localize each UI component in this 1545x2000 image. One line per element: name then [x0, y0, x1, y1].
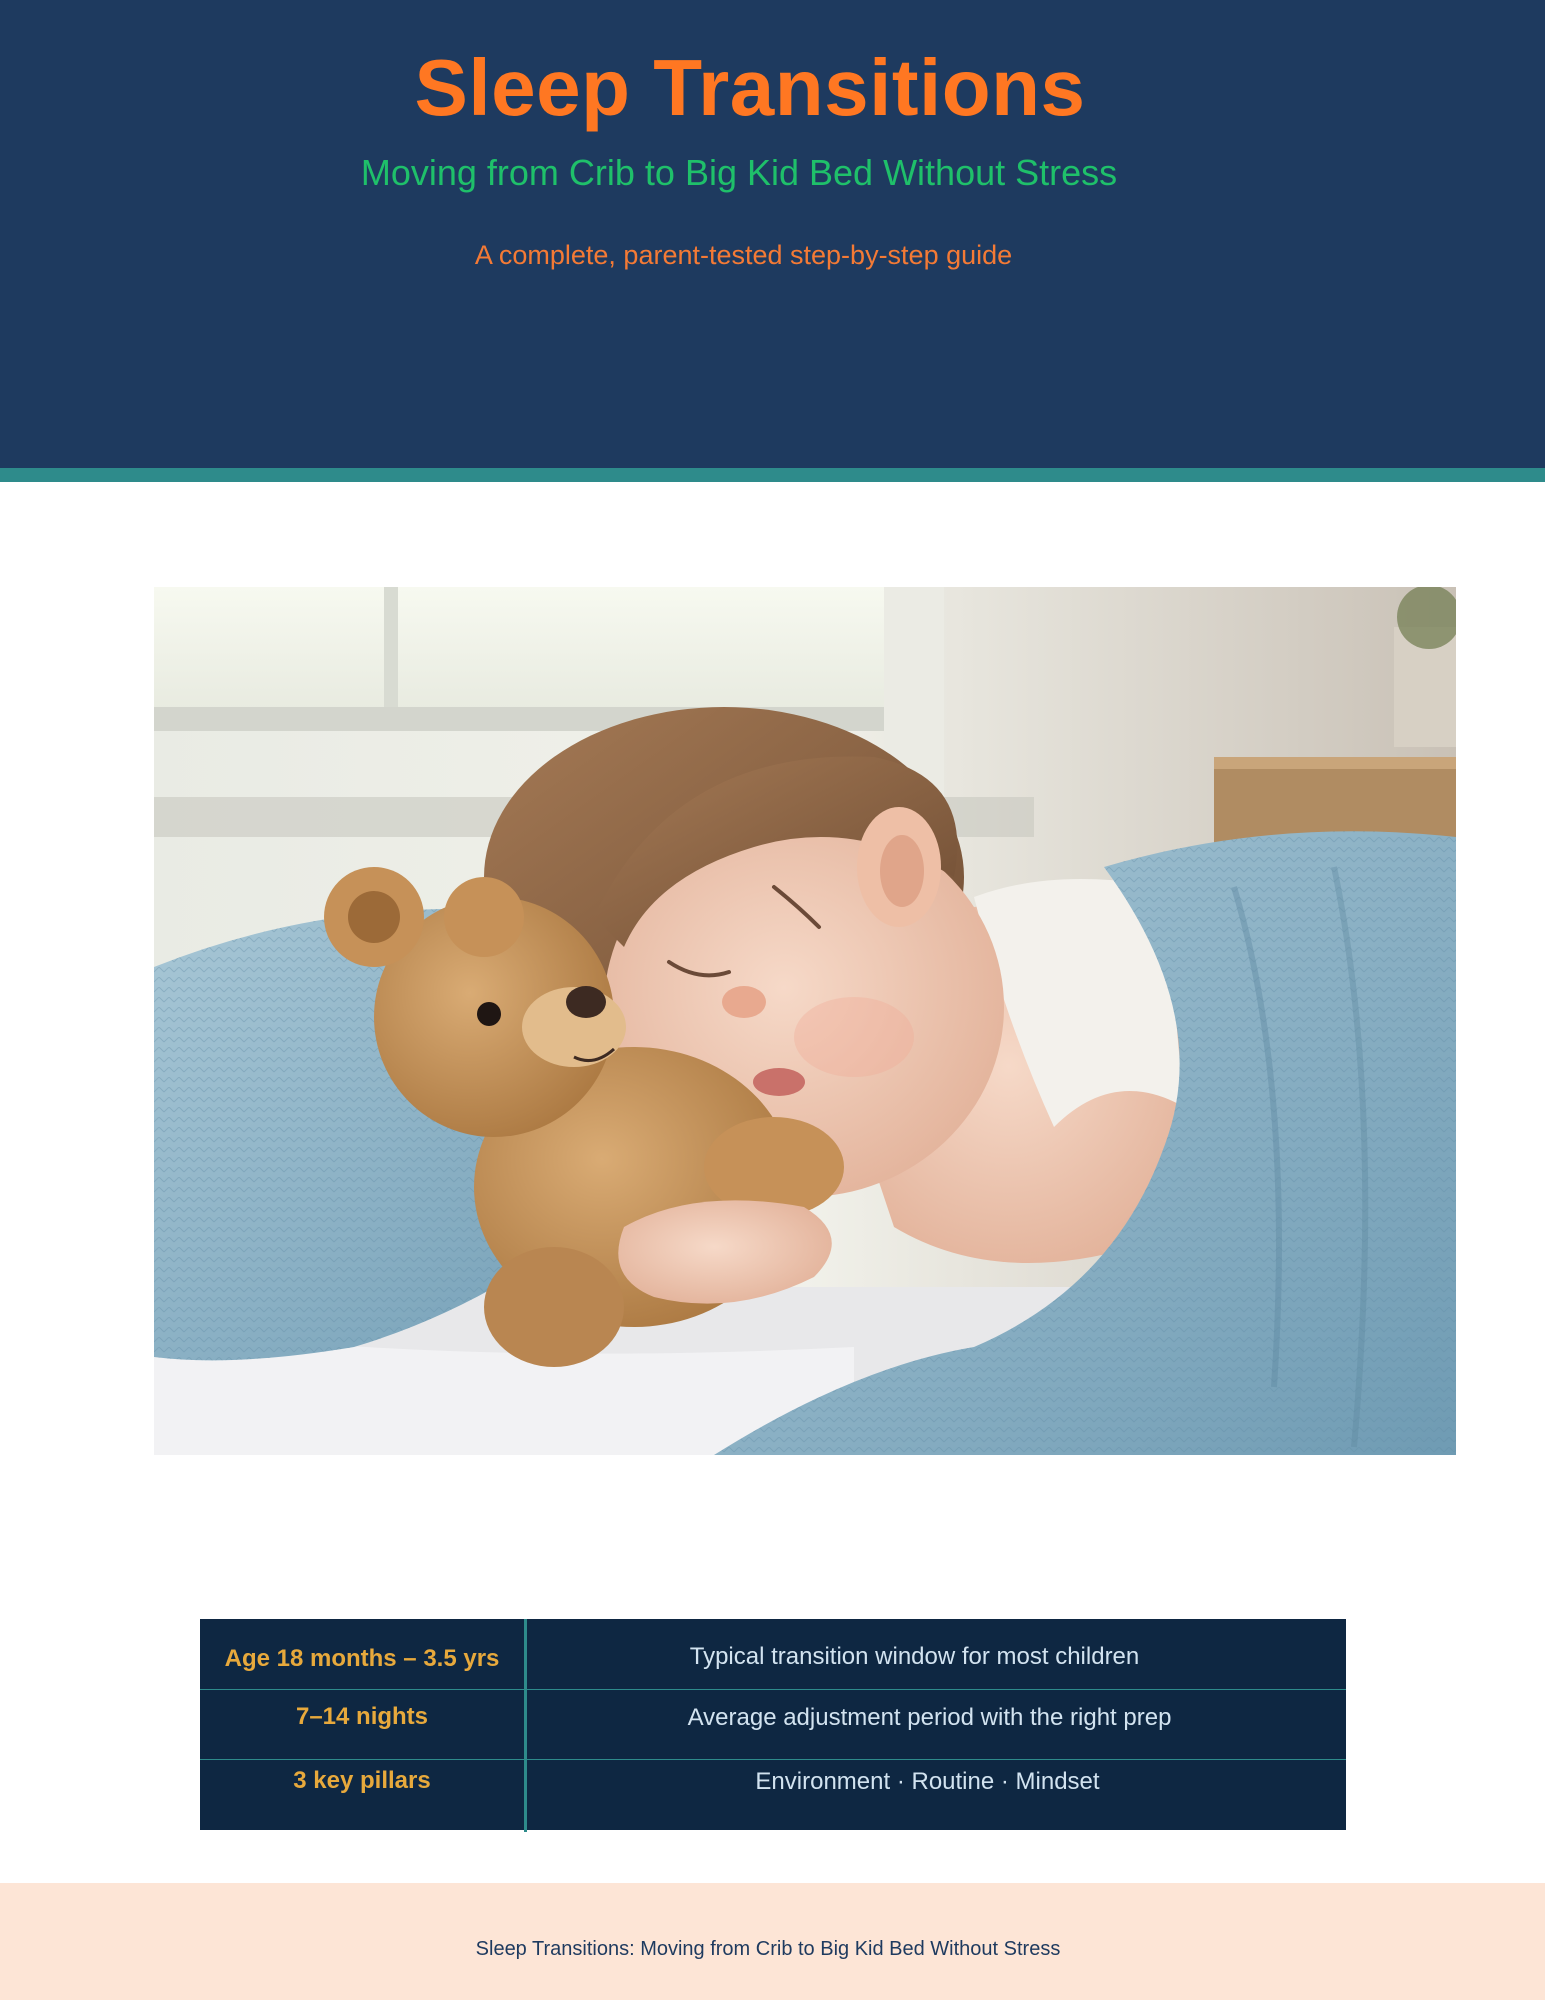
cover-header: [0, 0, 1545, 468]
page-title: Sleep Transitions: [414, 43, 1086, 132]
page-tagline: A complete, parent-tested step-by-step guide: [474, 240, 1013, 270]
table-row: [200, 1619, 1346, 1689]
stat-value: Average adjustment period with the right prep: [687, 1704, 1172, 1731]
stat-key: Age 18 months – 3.5 yrs: [224, 1645, 500, 1672]
table-row: [200, 1759, 1346, 1831]
page-footer: [0, 1883, 1545, 2000]
column-divider: [524, 1619, 527, 1832]
stat-value: Typical transition window for most children: [689, 1643, 1140, 1670]
header-accent-rule: [0, 468, 1545, 482]
footer-text: Sleep Transitions: Moving from Crib to Big Kid Bed Without Stress: [475, 1938, 1061, 1960]
stat-value: Environment · Routine · Mindset: [755, 1768, 1100, 1795]
table-row: [200, 1689, 1346, 1760]
page-subtitle: Moving from Crib to Big Kid Bed Without Stress: [360, 152, 1118, 193]
hero-photo: [154, 587, 1456, 1455]
sleeping-toddler-with-teddy-bear-photo: [154, 587, 1456, 1455]
stats-table: [200, 1619, 1346, 1830]
stat-key: 3 key pillars: [293, 1767, 431, 1794]
stat-key: 7–14 nights: [295, 1703, 429, 1730]
